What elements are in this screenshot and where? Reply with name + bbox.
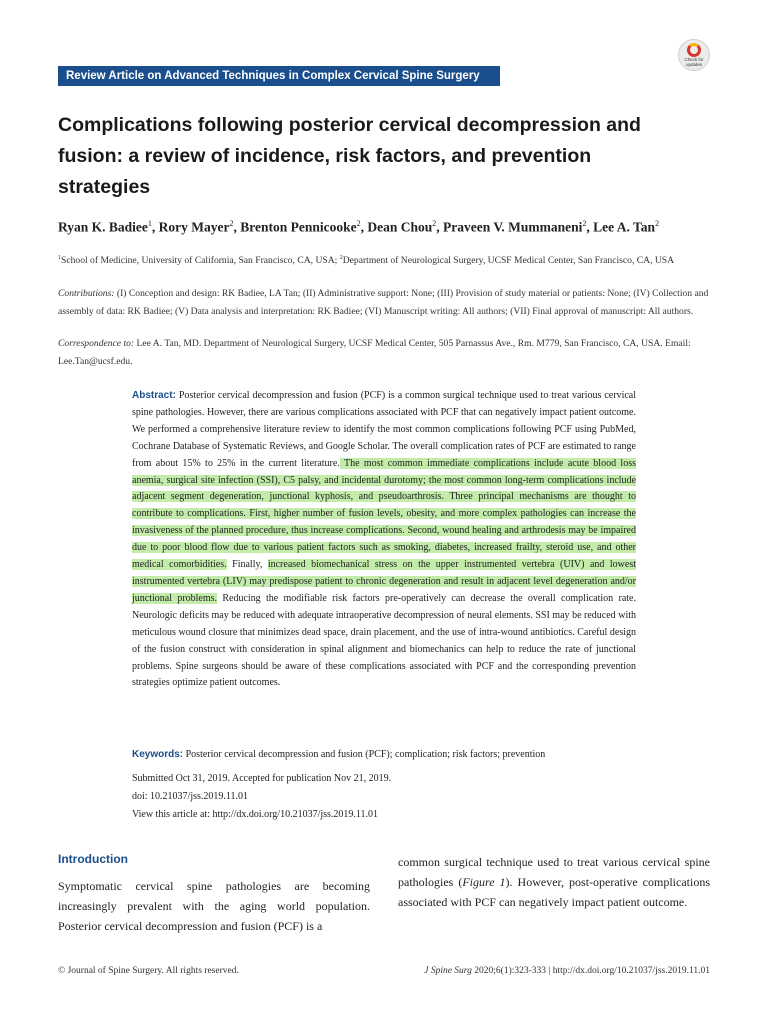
- keywords: Keywords: Posterior cervical decompression and fusion (PCF); complication; risk factors; prevention: [132, 749, 546, 760]
- check-updates-icon: [687, 43, 701, 57]
- author-name: Rory Mayer: [158, 219, 230, 235]
- abstract: Abstract: Posterior cervical decompression and fusion (PCF) is a common surgical technique used to treat various cervical spine pathologies. However, there are various complications associated with PCF that can negatively impact patient outcome. We performed a comprehensive literature review to identify the most common complications following PCF using PubMed, Cochrane Database of Systematic Reviews, and Google Scholar. The overall complication rates of PCF are estimated to range from about 15% to 25% in the current literature. The most common immediate complications include acute blood loss anemia, surgical site infection (SSI), C5 palsy, and incidental durotomy; the most common long-term complications include adjacent segment degeneration, junctional kyphosis, and pseudoarthrosis. Three principal mechanisms are thought to contribute to complications. First, higher number of fusion levels, obesity, and more complex pathologies can increase the invasiveness of the planned procedure, thus increase complications. Second, wound healing and arthrodesis may be impaired due to poor blood flow due to various patient factors such as smoking, diabetes, increased frailty, steroid use, and other medical comorbidities. Finally, increased biomechanical stress on the upper instrumented vertebra (UIV) and lowest instrumented vertebra (LIV) may predispose patient to chronic degeneration and result in adjacent level degeneration and/or junctional problems. Reducing the modifiable risk factors pre-operatively can decrease the overall complication rate. Neurologic deficits may be reduced with adequate intraoperative decompression of neural elements. SSI may be reduced with meticulous wound closure that minimizes dead space, drain placement, and the use of intra-wound antibiotics. Careful design of the fusion construct with consideration in spinal alignment and biomechanics can help to reduce the rate of junctional problems. Spine surgeons should be aware of these complications associated with PCF and the corresponding prevention strategies optimize patient outcomes.: [132, 390, 637, 689]
- highlighted-text: The most common immediate complications include acute blood loss anemia, surgical site infection (SSI), C5 palsy, and incidental durotomy; the most common long-term complications include adjacent segment degeneration, junctional kyphosis, and pseudoarthrosis. Three principal mechanisms are thought to contribute to complications. First, higher number of fusion levels, obesity, and more complex pathologies can increase the invasiveness of the planned procedure, thus increase complications. Second, wound healing and arthrodesis may be impaired due to poor blood flow due to various patient factors such as smoking, diabetes, increased frailty, steroid use, and other medical comorbidities.: [132, 457, 636, 571]
- check-for-updates-badge[interactable]: [678, 39, 710, 71]
- copyright-notice: © Journal of Spine Surgery. All rights reserved.: [58, 966, 239, 976]
- abstract-label: Abstract:: [132, 390, 176, 401]
- article-link[interactable]: View this article at: http://dx.doi.org/10.21037/jss.2019.11.01: [132, 809, 379, 820]
- figure-reference[interactable]: Figure 1: [462, 875, 506, 889]
- intro-column-left: Symptomatic cervical spine pathologies are becoming increasingly prevalent with the aging world population. Posterior cervical decompression and fusion (PCF) is a: [58, 879, 370, 933]
- author-name: Praveen V. Mummaneni: [443, 219, 583, 235]
- author-name: Dean Chou: [367, 219, 433, 235]
- badge-label: Check for updates: [684, 57, 704, 67]
- author-name: Ryan K. Badiee: [58, 219, 148, 235]
- keywords-label: Keywords:: [132, 749, 184, 760]
- author-contributions: Contributions: (I) Conception and design: RK Badiee, LA Tan; (II) Administrative support: None; (III) Provision of study material or patients: None; (IV) Collection and assembly of data: RK Badiee; (V) Data analysis and interpretation: RK Badiee; (VI) Manuscript writing: All authors; (VII) Final approval of manuscript: All authors.: [58, 288, 709, 317]
- section-heading-introduction: Introduction: [58, 852, 128, 866]
- author-affiliation: 2: [582, 219, 587, 228]
- author-name: Lee A. Tan: [593, 219, 656, 235]
- highlighted-text: increased biomechanical stress on the upper instrumented vertebra (UIV) and lowest instrumented vertebra (LIV) may predispose patient to chronic degeneration and result in adjacent level degeneration and/or junctional problems.: [132, 559, 637, 604]
- intro-column-right: common surgical technique used to treat various cervical spine pathologies (Figure 1). However, post-operative complications associated with PCF can negatively impact patient outcome.: [398, 855, 710, 909]
- author-affiliation: 2: [229, 219, 234, 228]
- author-name: Brenton Pennicooke: [240, 219, 357, 235]
- author-affiliation: 2: [432, 219, 437, 228]
- affiliations: $^1$School of Medicine, University of California, San Francisco, CA, USA; $^2$Department of Neurological Surgery, UCSF Medical Center, San Francisco, CA, USA: [58, 255, 675, 267]
- correspondence: Correspondence to: Lee A. Tan, MD. Department of Neurological Surgery, UCSF Medical Center, 505 Parnassus Ave., Rm. M779, San Francisco, CA, USA. Email: Lee.Tan@ucsf.edu.: [58, 338, 691, 367]
- article-title: Complications following posterior cervical decompression and fusion: a review of incidence, risk factors, and prevention strategies: [58, 114, 641, 198]
- submission-dates: Submitted Oct 31, 2019. Accepted for publication Nov 21, 2019.: [132, 773, 392, 784]
- author-affiliation: 1: [147, 219, 152, 228]
- author-affiliation: 2: [655, 219, 660, 228]
- author-list: Ryan K. Badiee$^1$, Rory Mayer$^2$, Brenton Pennicooke$^2$, Dean Chou$^2$, Praveen V. Mummaneni$^2$, Lee A. Tan$^2$: [58, 219, 660, 235]
- doi[interactable]: doi: 10.21037/jss.2019.11.01: [132, 791, 249, 802]
- article-category-banner: Review Article on Advanced Techniques in Complex Cervical Spine Surgery: [58, 66, 500, 86]
- author-affiliation: 2: [356, 219, 361, 228]
- journal-citation: J Spine Surg 2020;6(1):323-333 | http://dx.doi.org/10.21037/jss.2019.11.01: [424, 966, 710, 976]
